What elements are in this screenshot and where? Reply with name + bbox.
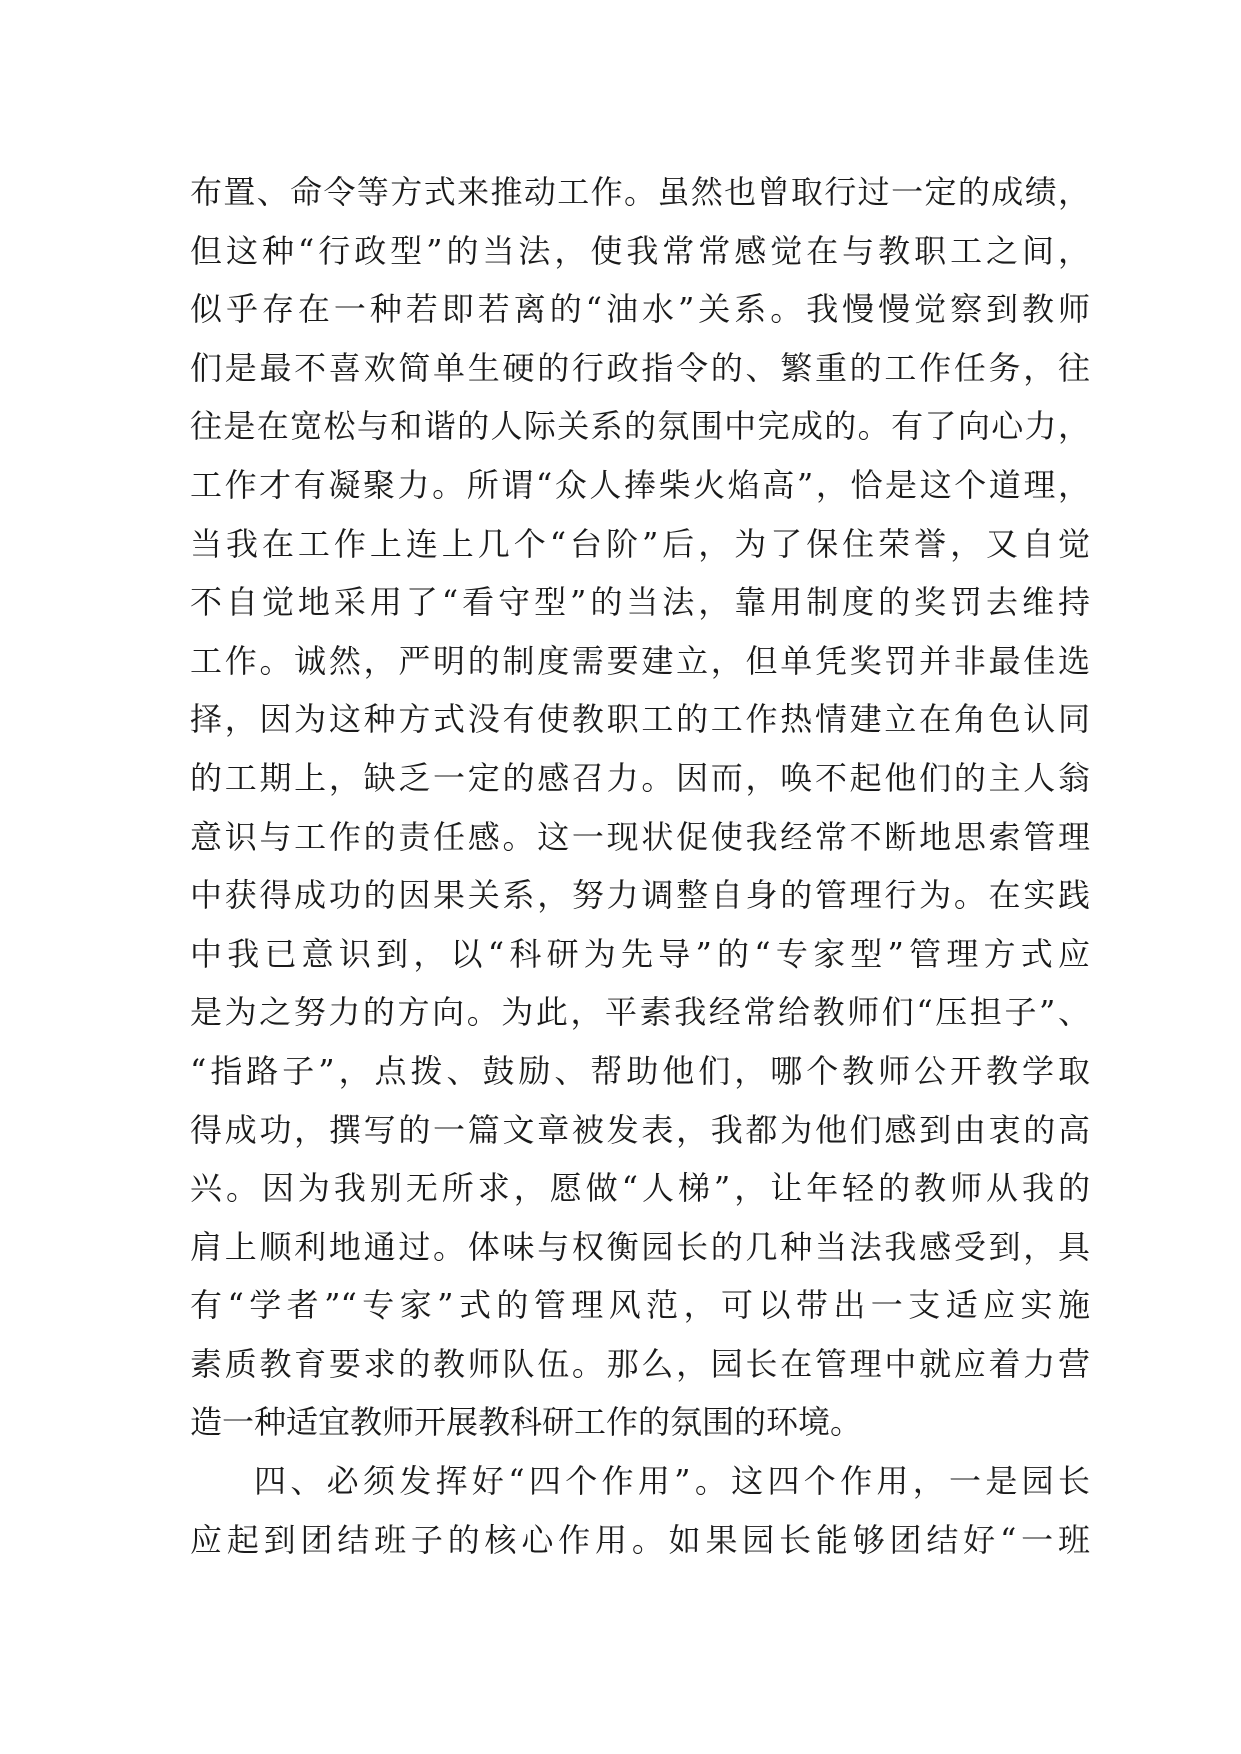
text-line: 中获得成功的因果关系，努力调整自身的管理行为。在实践 [190, 876, 1090, 915]
text-line: 有“学者”“专家”式的管理风范，可以带出一支适应实施 [190, 1286, 1090, 1325]
text-line: 中我已意识到，以“科研为先导”的“专家型”管理方式应 [190, 934, 1090, 973]
paragraph-2 [190, 1452, 1090, 1569]
text-line: 造一种适宜教师开展教科研工作的氛围的环境。 [190, 1403, 863, 1442]
text-line: 往是在宽松与和谐的人际关系的氛围中完成的。有了向心力， [190, 407, 1090, 446]
text-line: 的工期上，缺乏一定的感召力。因而，唤不起他们的主人翁 [190, 758, 1090, 797]
text-line: 布置、命令等方式来推动工作。虽然也曾取行过一定的成绩， [190, 173, 1090, 211]
text-line: 工作。诚然，严明的制度需要建立，但单凭奖罚并非最佳选 [190, 641, 1090, 680]
text-line: 择，因为这种方式没有使教职工的工作热情建立在角色认同 [190, 700, 1090, 739]
text-line: 四、必须发挥好“四个作用”。这四个作用，一是园长 [254, 1462, 1090, 1501]
text-line: 当我在工作上连上几个“台阶”后，为了保住荣誉，又自觉 [190, 524, 1090, 563]
text-line: 不自觉地采用了“看守型”的当法，靠用制度的奖罚去维持 [190, 583, 1090, 622]
text-line: 应起到团结班子的核心作用。如果园长能够团结好“一班 [190, 1520, 1090, 1559]
text-line: 们是最不喜欢简单生硬的行政指令的、繁重的工作任务，往 [190, 348, 1090, 387]
text-line: “指路子”，点拨、鼓励、帮助他们，哪个教师公开教学取 [190, 1051, 1090, 1090]
text-line: 似乎存在一种若即若离的“油水”关系。我慢慢觉察到教师 [190, 290, 1090, 329]
text-line: 素质教育要求的教师队伍。那么，园长在管理中就应着力营 [190, 1344, 1090, 1383]
text-line: 但这种“行政型”的当法，使我常常感觉在与教职工之间， [190, 231, 1090, 270]
text-line: 意识与工作的责任感。这一现状促使我经常不断地思索管理 [190, 817, 1090, 856]
text-line: 肩上顺利地通过。体味与权衡园长的几种当法我感受到，具 [190, 1227, 1090, 1266]
text-line: 工作才有凝聚力。所谓“众人捧柴火焰高”，恰是这个道理， [190, 465, 1090, 504]
text-line: 是为之努力的方向。为此，平素我经常给教师们“压担子”、 [190, 993, 1090, 1032]
body-text [190, 163, 1090, 1569]
text-line: 得成功，撰写的一篇文章被发表，我都为他们感到由衷的高 [190, 1110, 1090, 1149]
text-line: 兴。因为我别无所求，愿做“人梯”，让年轻的教师从我的 [190, 1169, 1090, 1208]
paragraph-1 [190, 163, 1090, 1452]
